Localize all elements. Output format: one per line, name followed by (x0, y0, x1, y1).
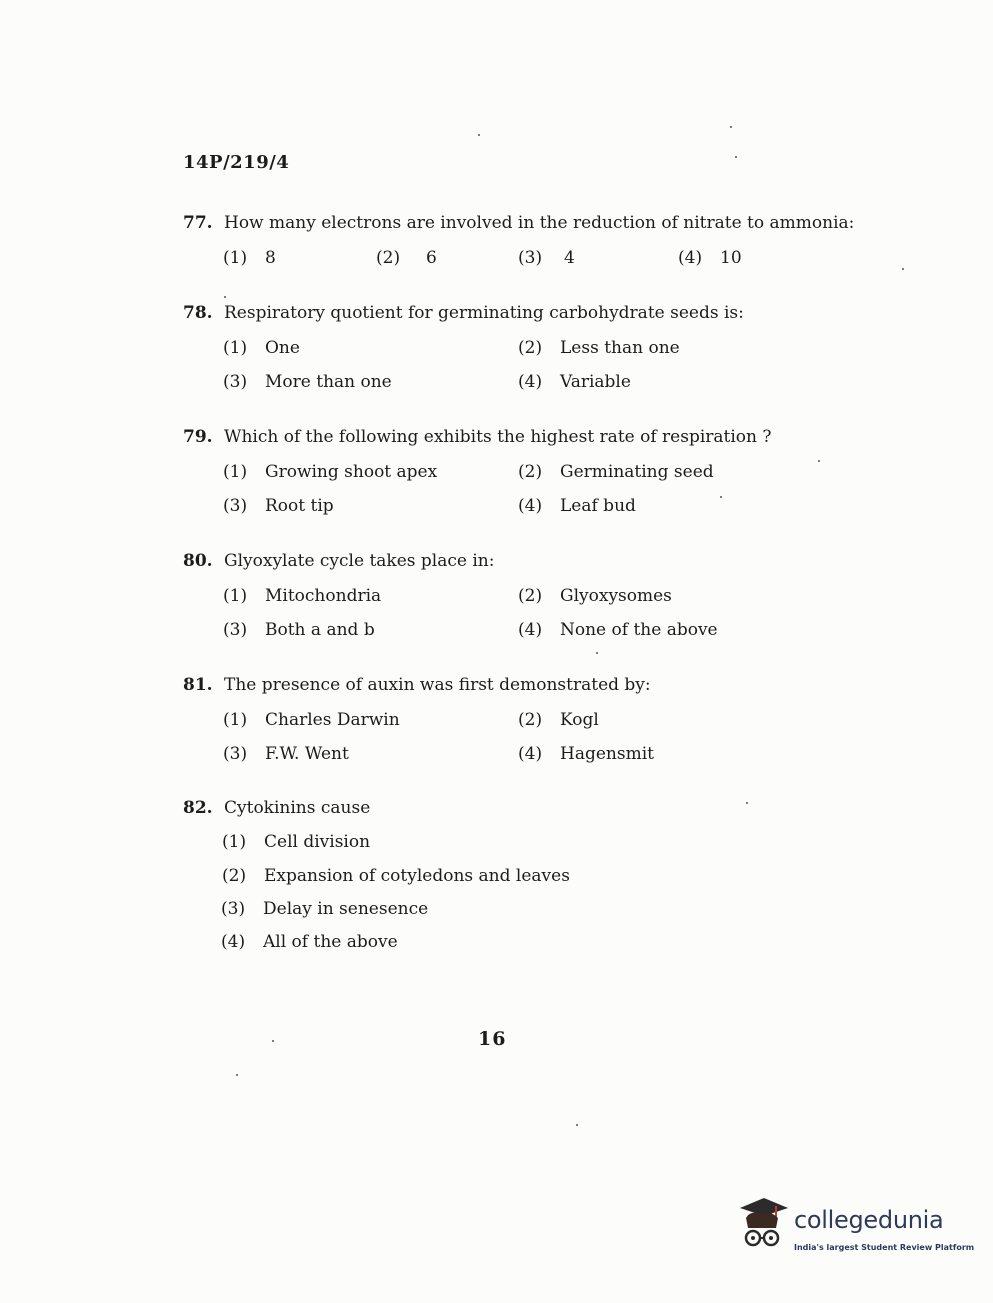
option-79-1 (223, 462, 437, 482)
logo-tagline: India's largest Student Review Platform (794, 1243, 975, 1252)
option-81-4 (518, 744, 654, 764)
question-78 (183, 303, 744, 323)
option-text: 10 (720, 248, 742, 268)
option-number: (4) (518, 372, 543, 392)
option-text: Charles Darwin (265, 710, 400, 730)
option-number: (4) (221, 932, 246, 952)
option-number: (3) (223, 620, 248, 640)
option-text: Delay in senesence (263, 899, 429, 919)
option-number: (4) (518, 744, 543, 764)
mascot-icon (736, 1196, 792, 1256)
option-77-4 (678, 248, 742, 268)
question-text: The presence of auxin was first demonstrated by: (224, 675, 651, 695)
question-text: Respiratory quotient for germinating carbohydrate seeds is: (224, 303, 744, 323)
option-number: (3) (223, 372, 248, 392)
option-number: (4) (518, 496, 543, 516)
option-82-3 (221, 899, 428, 919)
option-text: 8 (265, 248, 276, 268)
option-81-1 (223, 710, 400, 730)
option-79-2 (518, 462, 714, 482)
option-82-1 (222, 832, 370, 852)
option-text: Glyoxysomes (560, 586, 672, 606)
option-81-3 (223, 744, 349, 764)
option-number: (3) (518, 248, 543, 268)
option-79-3 (223, 496, 334, 516)
option-number: (1) (223, 248, 248, 268)
option-text: One (265, 338, 300, 358)
option-82-2 (222, 866, 570, 886)
option-number: (2) (518, 462, 543, 482)
option-text: Hagensmit (560, 744, 654, 764)
option-77-2 (376, 248, 437, 268)
question-77 (183, 213, 854, 233)
option-text: Root tip (265, 496, 334, 516)
option-78-3 (223, 372, 392, 392)
option-78-4 (518, 372, 631, 392)
option-text: 6 (426, 248, 437, 268)
collegedunia-logo (736, 1196, 975, 1266)
option-77-1 (223, 248, 276, 268)
logo-wordmark: collegedunia (794, 1206, 944, 1234)
option-text: 4 (564, 248, 575, 268)
option-number: (3) (223, 496, 248, 516)
option-text: Growing shoot apex (265, 462, 438, 482)
question-number: 80. (183, 551, 213, 571)
option-number: (1) (222, 832, 247, 852)
question-number: 81. (183, 675, 213, 695)
option-text: Leaf bud (560, 496, 636, 516)
option-number: (2) (518, 710, 543, 730)
question-number: 82. (183, 798, 213, 818)
option-text: Less than one (560, 338, 680, 358)
option-number: (4) (678, 248, 703, 268)
option-78-1 (223, 338, 300, 358)
option-number: (2) (518, 338, 543, 358)
option-81-2 (518, 710, 599, 730)
option-80-1 (223, 586, 381, 606)
option-text: Variable (560, 372, 631, 392)
question-80 (183, 551, 494, 571)
option-number: (2) (222, 866, 247, 886)
option-text: All of the above (263, 932, 398, 952)
option-number: (1) (223, 586, 248, 606)
question-number: 78. (183, 303, 213, 323)
option-number: (1) (223, 338, 248, 358)
question-number: 79. (183, 427, 213, 447)
option-text: More than one (265, 372, 392, 392)
option-text: None of the above (560, 620, 718, 640)
option-text: Both a and b (265, 620, 375, 640)
option-80-4 (518, 620, 718, 640)
option-80-2 (518, 586, 672, 606)
question-text: Cytokinins cause (224, 798, 371, 818)
option-number: (1) (223, 462, 248, 482)
page-number: 16 (478, 1028, 507, 1050)
option-number: (3) (223, 744, 248, 764)
option-text: F.W. Went (265, 744, 349, 764)
question-text: How many electrons are involved in the reduction of nitrate to ammonia: (224, 213, 855, 233)
paper-code: 14P/219/4 (183, 152, 290, 173)
question-text: Glyoxylate cycle takes place in: (224, 551, 495, 571)
option-text: Expansion of cotyledons and leaves (264, 866, 570, 886)
option-number: (1) (223, 710, 248, 730)
question-79 (183, 427, 772, 447)
question-82 (183, 798, 370, 818)
option-77-3 (518, 248, 575, 268)
option-number: (2) (518, 586, 543, 606)
option-text: Mitochondria (265, 586, 382, 606)
question-number: 77. (183, 213, 213, 233)
option-80-3 (223, 620, 375, 640)
option-text: Cell division (264, 832, 371, 852)
option-number: (4) (518, 620, 543, 640)
question-text: Which of the following exhibits the highest rate of respiration ? (224, 427, 772, 447)
option-text: Germinating seed (560, 462, 714, 482)
option-text: Kogl (560, 710, 599, 730)
option-number: (3) (221, 899, 246, 919)
question-81 (183, 675, 651, 695)
option-82-4 (221, 932, 398, 952)
option-number: (2) (376, 248, 401, 268)
option-79-4 (518, 496, 636, 516)
option-78-2 (518, 338, 680, 358)
